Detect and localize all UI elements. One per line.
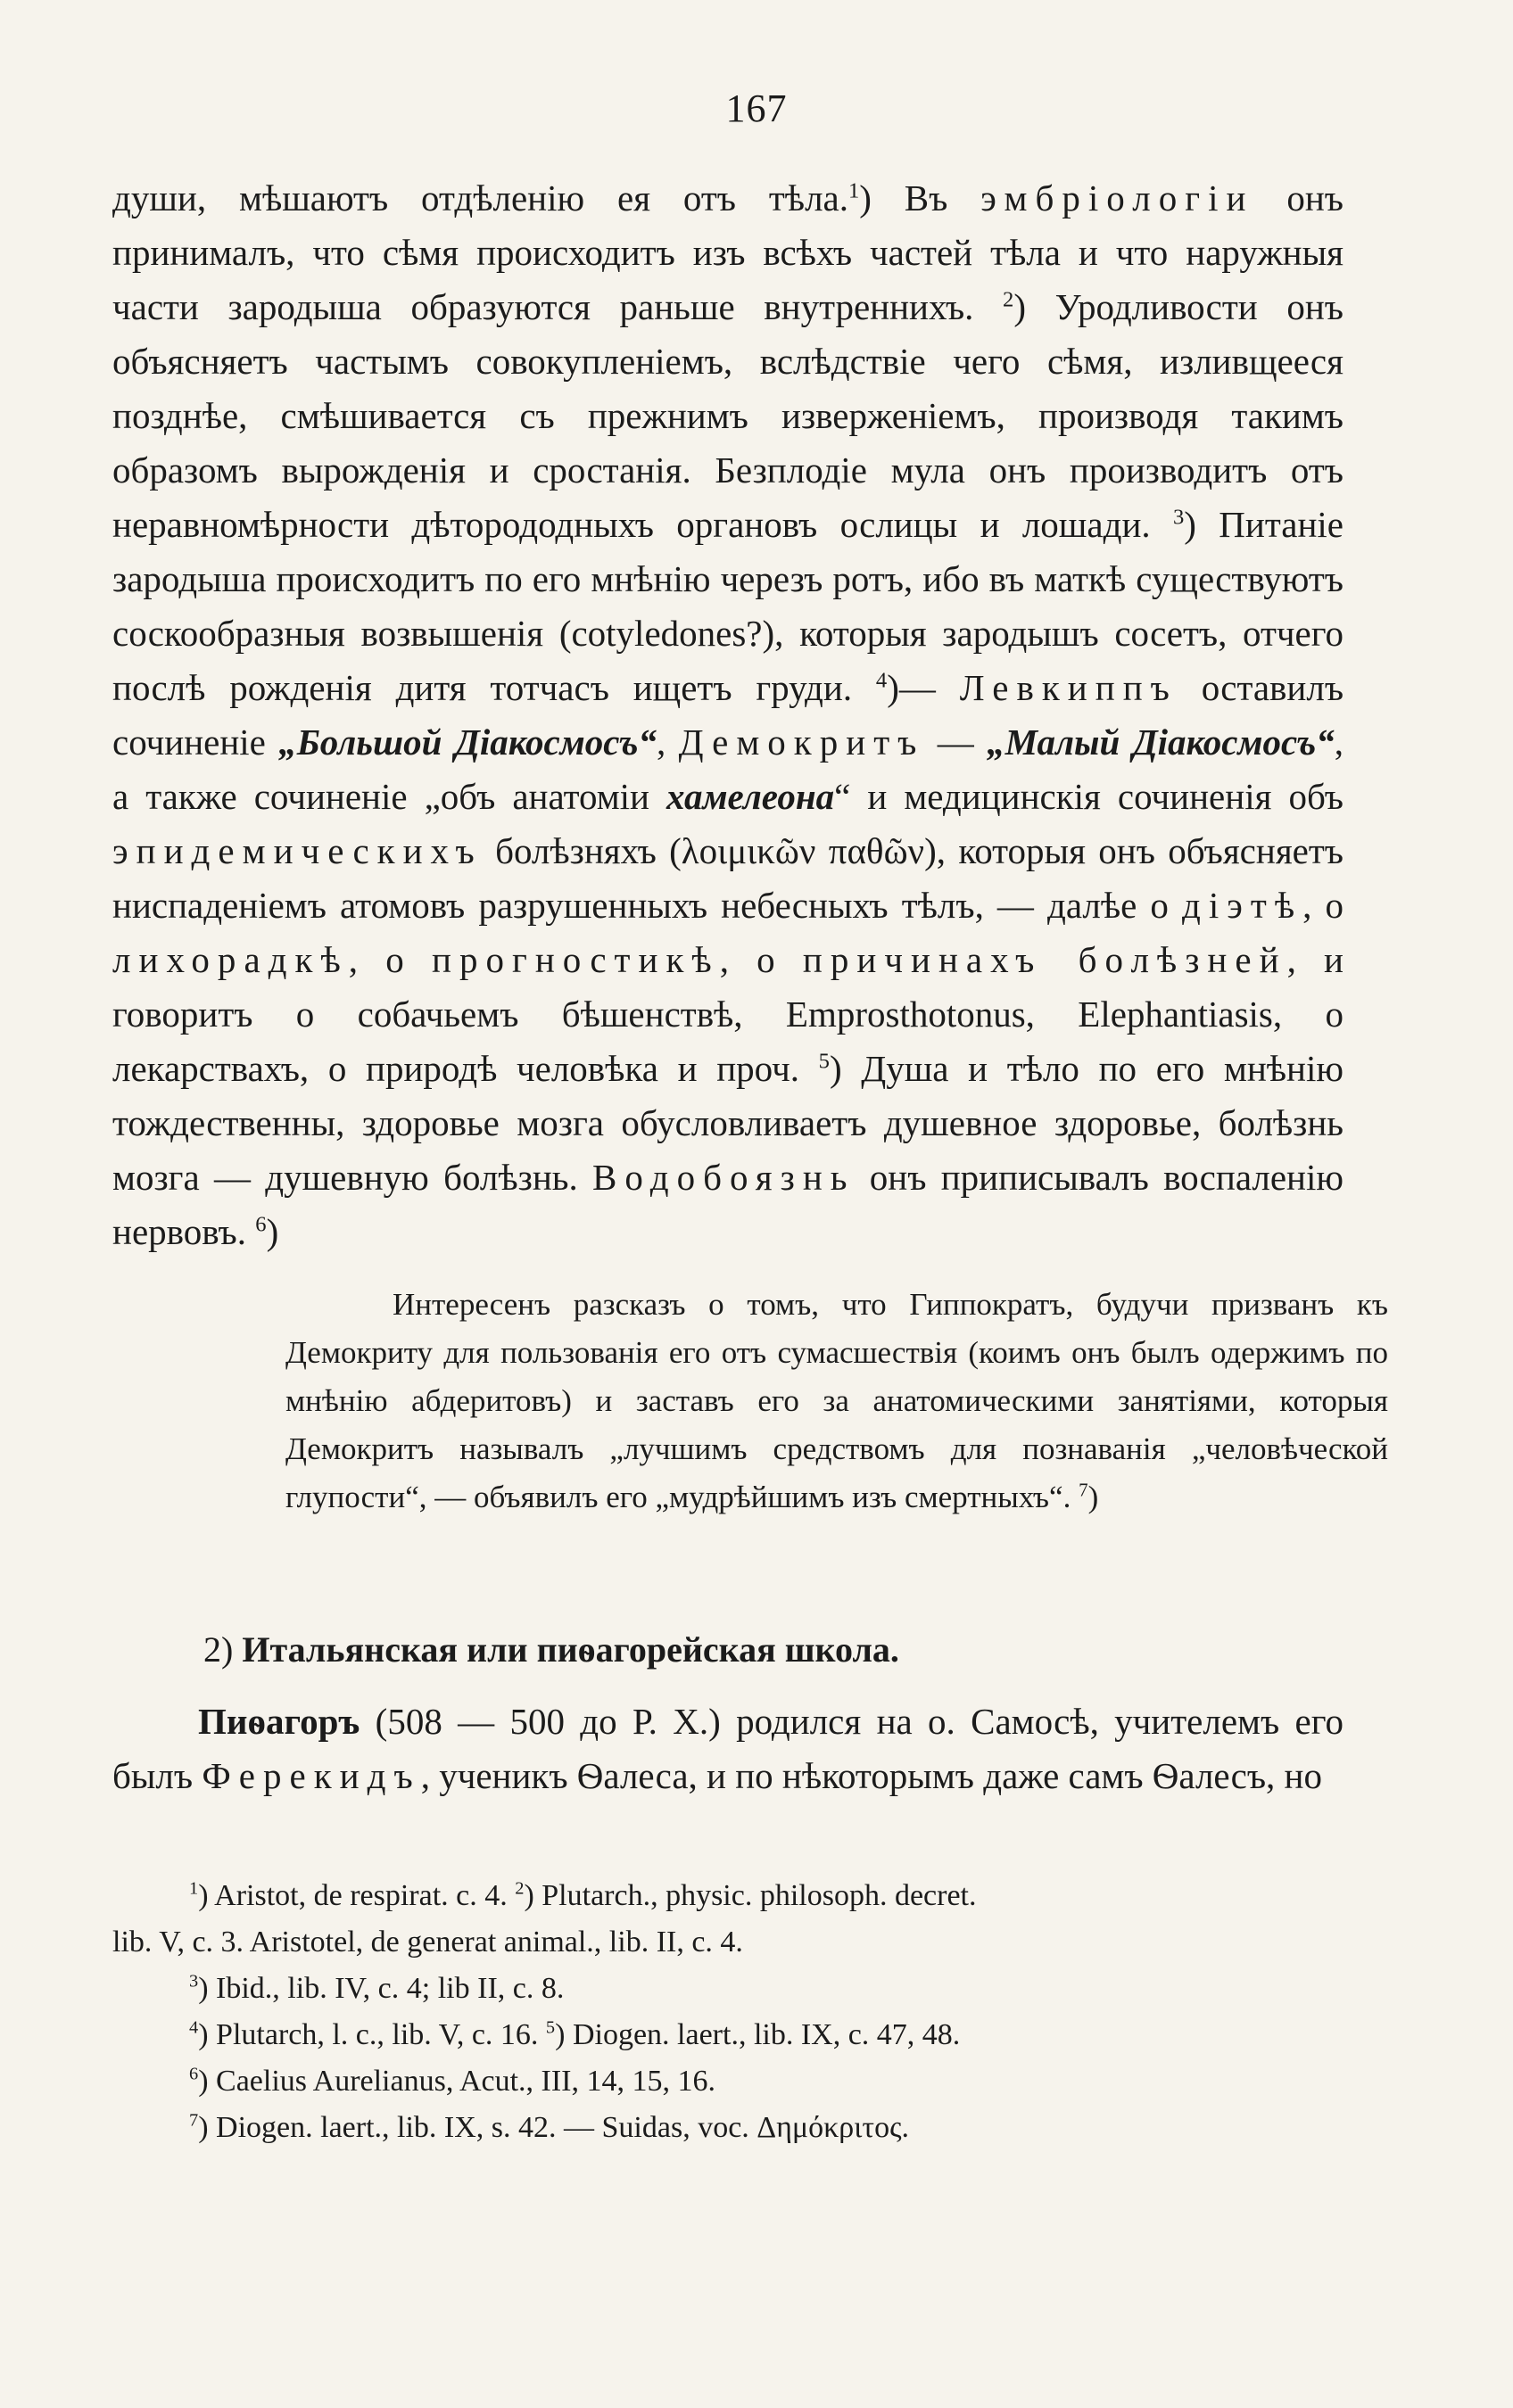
text-run: онъ приписывалъ воспаленію нервовъ. <box>112 1157 1344 1252</box>
text-run: Уродливости онъ объясняетъ частымъ совокупленіемъ, вслѣдствіе чего сѣмя, изливщееся позднѣе, смѣшивается съ прежнимъ изверженіемъ, производя такимъ образомъ вырожденія и сростанія. Безплодіе мула онъ производитъ отъ неравномѣрности дѣторододныхъ органовъ ослицы и лошади. <box>112 286 1344 545</box>
footnote-text: Caelius Aurelianus, Acut., III, 14, 15, 16. <box>216 2065 716 2098</box>
section-heading <box>203 1623 1363 1677</box>
text-run: , и говоритъ о собачьемъ бѣшенствѣ, Emprosthotonus, Elephantiasis, о лекарствахъ, о природѣ человѣка и проч. <box>112 939 1344 1089</box>
footnote-text: Ibid., lib. IV, c. 4; lib II, c. 8. <box>216 1972 565 2005</box>
section-paragraph <box>112 1695 1344 1803</box>
footnote-ref: 4 <box>875 668 888 693</box>
section-number: 2) <box>203 1629 234 1670</box>
text-run: (508 — 500 до Р. Х.) родился на о. Самосѣ, учителемъ его былъ <box>112 1701 1344 1796</box>
text-run: , ученикъ Ѳалеса, и по нѣкоторымъ даже самъ Ѳалесъ, но <box>420 1755 1322 1796</box>
text-run: Питаніе зародыша происходитъ по его мнѣнію черезъ ротъ, ибо въ маткѣ существуютъ соскообразныя возвышенія (cotyledones?), которыя зародышъ сосетъ, отчего послѣ рожденія дитя тотчасъ ищетъ груди. <box>112 504 1344 708</box>
text-run: души, мѣшаютъ отдѣленію ея отъ тѣла. <box>112 177 848 219</box>
spaced-term: Водобоязнь <box>592 1157 856 1198</box>
text-run: , а также сочиненіе „объ анатоміи <box>112 722 1344 817</box>
footnote-text: Plutarch, l. c., lib. V, c. 16. <box>216 2018 539 2051</box>
text-run: , <box>657 722 679 763</box>
text-run: оставилъ сочиненіе <box>112 667 1344 763</box>
footnote-line: $^7$) Diogen. laert., lib. IX, s. 42. — Suidas, voc. Δημόκριτος. <box>189 2110 910 2144</box>
footnote-marker: 2 <box>515 1878 525 1899</box>
footnote-ref: 2 <box>1003 287 1014 312</box>
footnote-text: Diogen. laert., lib. IX, s. 42. — Suidas, voc. Δημόκριτος. <box>216 2111 910 2144</box>
main-paragraph-text: души, мѣшаютъ отдѣленію ея отъ тѣла.$^1$) Въ эмбріологіи онъ принималъ, что сѣмя происходитъ изъ всѣхъ частей тѣла и что наружныя части зародыша образуются раньше внутреннихъ. $^2$) Уродливости онъ объясняетъ частымъ совокупленіемъ, вслѣдствіе чего сѣмя, изливщееся позднѣе, смѣшивается съ прежнимъ изверженіемъ, производя такимъ образомъ вырожденія и сростанія. Безплодіе мула онъ производитъ отъ неравномѣрности дѣторододныхъ органовъ ослицы и лошади. $^3$) Питаніе зародыша происходитъ по его мнѣнію черезъ ротъ, ибо въ маткѣ существуютъ соскообразныя возвышенія (cotyledones?), которыя зародышъ сосетъ, отчего послѣ рожденія дитя тотчасъ ищетъ груди. $^4$)— Левкиппъ оставилъ сочиненіе „Большой Діакосмосъ“, Демокритъ — „Малый Діакосмосъ“, а также сочиненіе „объ анатоміи хамелеона“ и медицинскія сочиненія объ эпидемическихъ болѣзняхъ (λοιμικῶν παθῶν), которыя онъ объясняетъ ниспаденіемъ атомовъ разрушенныхъ небесныхъ тѣлъ, — далѣе о діэтѣ, о лихорадкѣ, о прогностикѣ, о причинахъ болѣзней, и говоритъ о собачьемъ бѣшенствѣ, Emprosthotonus, Elephantiasis, о лекарствахъ, о природѣ человѣка и проч. $^5$) Душа и тѣло по его мнѣнію тождественны, здоровье мозга обусловливаетъ душевное здоровье, болѣзнь мозга — душевную болѣзнь. Водобоязнь онъ приписывалъ воспаленію нервовъ. $^6$) <box>112 177 1344 1252</box>
text-run: “ и медицинскія сочиненія объ <box>834 776 1344 817</box>
footnote-ref: 1 <box>847 178 860 203</box>
quote-text: Интересенъ разсказъ о томъ, что Гиппократъ, будучи призванъ къ Демокриту для пользованія его отъ сумасшествія (коимъ онъ былъ одержимъ по мнѣнію абдеритовъ) и заставъ его за анатомическими занятіями, которыя Демокритъ называлъ „лучшимъ средствомъ для познаванія „человѣческой глупости“, — объявилъ его „мудрѣйшимъ изъ смертныхъ“. $^7$) <box>285 1287 1388 1514</box>
footnote-ref: 3 <box>1173 505 1185 530</box>
footnote-ref: 6 <box>255 1212 267 1237</box>
text-run: , о <box>719 939 803 980</box>
footnote-line: $^6$) Caelius Aurelianus, Acut., III, 14, 15, 16. <box>189 2064 716 2098</box>
person-name: Демокритъ <box>678 722 925 763</box>
quote-block <box>285 1281 1388 1521</box>
footnote-ref: 7 <box>1079 1479 1088 1501</box>
footnote-marker: 7 <box>189 2110 199 2131</box>
footnote-marker: 1 <box>189 1878 199 1899</box>
person-name: Ферекидъ <box>202 1755 421 1796</box>
spaced-term: эмбріологіи <box>980 177 1254 219</box>
text-run: Интересенъ разсказъ о томъ, что Гиппократъ, будучи призванъ къ Демокриту для пользованія его отъ сумасшествія (коимъ онъ былъ одержимъ по мнѣнію абдеритовъ) и заставъ его за анатомическими занятіями, которыя Демокритъ называлъ „лучшимъ средствомъ для познаванія „человѣческой глупости“, — объявилъ его „мудрѣйшимъ изъ смертныхъ“. <box>285 1287 1388 1514</box>
text-run: онъ принималъ, что сѣмя происходитъ изъ всѣхъ частей тѣла и что наружныя части зародыша образуются раньше внутреннихъ. <box>112 177 1344 327</box>
spaced-term: эпидемическихъ <box>112 830 483 871</box>
section-paragraph-text <box>112 1695 1344 1803</box>
footnote-marker: 5 <box>545 2017 556 2038</box>
footnote-line: $^1$) Aristot, de respirat. c. 4. $^2$) Plutarch., physic. philosoph. decret. <box>189 1878 977 1912</box>
footnote-ref: 5 <box>818 1049 830 1074</box>
footnote-text: lib. V, c. 3. Aristotel, de generat animal., lib. II, c. 4. <box>112 1926 743 1959</box>
footnote-text: Aristot, de respirat. c. 4. <box>214 1879 508 1912</box>
text-run: — <box>924 722 988 763</box>
footnotes <box>112 1873 1344 2151</box>
main-paragraph <box>112 171 1344 1259</box>
footnote-marker: 6 <box>189 2064 199 2084</box>
work-title: „Большой Діакосмосъ“ <box>278 722 657 763</box>
spaced-term: причинахъ болѣзней <box>802 939 1287 980</box>
text-run: болѣзняхъ (λοιμικῶν παθῶν), которыя онъ объясняетъ ниспаденіемъ атомовъ разрушенныхъ небесныхъ тѣлъ, — далѣе о <box>112 830 1344 926</box>
footnote-text: Plutarch., physic. philosoph. decret. <box>542 1879 977 1912</box>
spaced-term: лихорадкѣ <box>112 939 349 980</box>
footnote-line: $^4$) Plutarch, l. c., lib. V, c. 16. $^5$) Diogen. laert., lib. IX, c. 47, 48. <box>189 2017 961 2051</box>
text-run: Въ <box>871 177 981 219</box>
footnote-text: Diogen. laert., lib. IX, c. 47, 48. <box>572 2018 961 2051</box>
spaced-term: прогностикѣ <box>432 939 720 980</box>
text-run: , о <box>348 939 432 980</box>
page-number: 167 <box>725 87 788 130</box>
work-title: „Малый Діакосмосъ“ <box>987 722 1335 763</box>
section-title: Итальянская или пиѳагорейская школа. <box>242 1629 899 1670</box>
spaced-term: діэтѣ <box>1182 885 1303 926</box>
footnote-marker: 3 <box>189 1971 199 1992</box>
text-run: , о <box>1302 885 1344 926</box>
text-run: — <box>898 667 960 708</box>
person-name: Пиѳагоръ <box>198 1701 360 1742</box>
footnote-marker: 4 <box>189 2017 199 2038</box>
person-name: Левкиппъ <box>959 667 1178 708</box>
footnote-line: $^3$) Ibid., lib. IV, c. 4; lib II, c. 8. <box>189 1971 565 2005</box>
text-run: Душа и тѣло по его мнѣнію тождественны, здоровье мозга обусловливаетъ душевное здоровье, болѣзнь мозга — душевную болѣзнь. <box>112 1048 1344 1198</box>
italic-word: хамелеона <box>666 776 835 817</box>
footnote-line <box>112 1919 1344 1966</box>
